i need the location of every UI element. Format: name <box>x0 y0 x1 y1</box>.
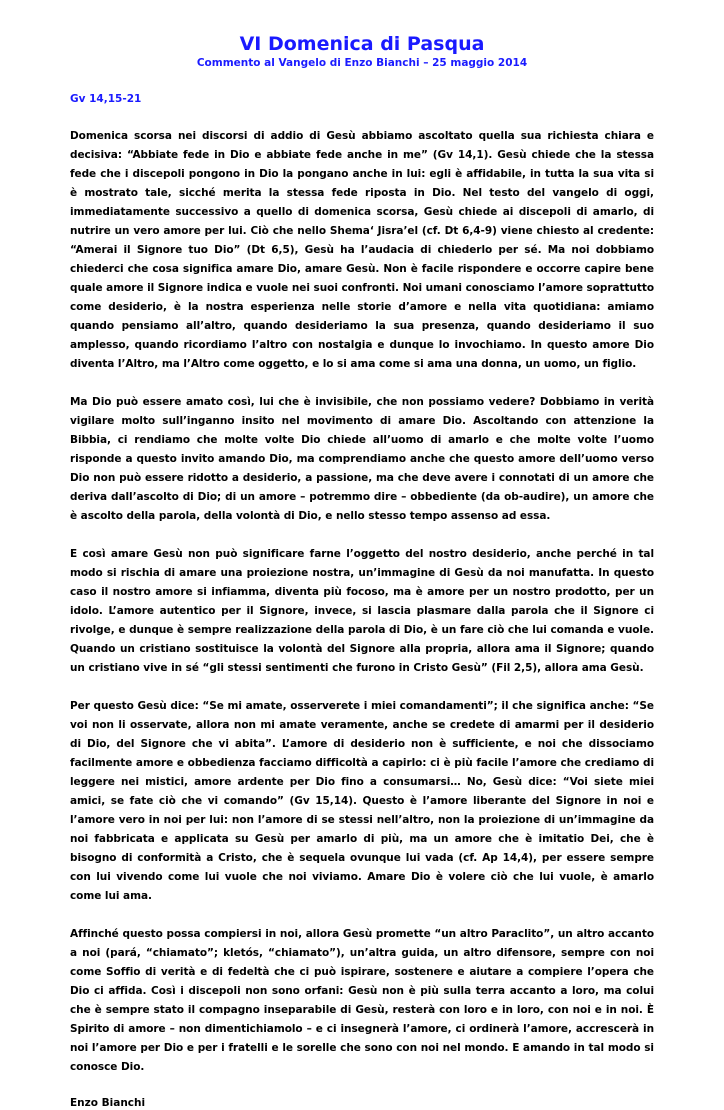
paragraph-3: E così amare Gesù non può significare farne l’oggetto del nostro desiderio, anche perché in tal modo si rischia di amare una proiezione nostra, un’immagine di Gesù da noi manufatta. In questo caso il nostro amore si infiamma, diventa più focoso, ma è amore per un nostro prodotto, per un idolo. L’amore autentico per il Signore, invece, si lascia plasmare dalla parola che il Signore ci rivolge, e dunque è sempre realizzazione della parola di Dio, è un fare ciò che lui comanda e vuole. Quando un cristiano sostituisce la volontà del Signore alla propria, allora ama il Signore; quando un cristiano vive in sé “gli stessi sentimenti che furono in Cristo Gesù” (Fil 2,5), allora ama Gesù. <box>70 548 654 674</box>
paragraph-5: Affinché questo possa compiersi in noi, allora Gesù promette “un altro Paraclito”, un altro accanto a noi (pará, “chiamato”; kletós, “chiamato”), un’altra guida, un altro difensore, sempre con noi come Soffio di verità e di fedeltà che ci può ispirare, sostenere e aiutare a compiere l’opera che Dio ci affida. Così i discepoli non sono orfani: Gesù non è più sulla terra accanto a loro, ma colui che è sempre stato il compagno inseparabile di Gesù, resterà con loro e in loro, con noi e in noi. È Spirito di amore – non dimentichiamolo – e ci insegnerà l’amore, ci ordinerà l’amore, accrescerà in noi l’amore per Dio e per i fratelli e le sorelle che sono con noi nel mondo. E amando in tal modo si conosce Dio. <box>70 928 654 1073</box>
paragraph-4: Per questo Gesù dice: “Se mi amate, osserverete i miei comandamenti”; il che significa anche: “Se voi non li osservate, allora non mi amate veramente, anche se credete di amarmi per il desiderio di Dio, del Signore che vi abita”. L’amore di desiderio non è sufficiente, e noi che dissociamo facilmente amore e obbedienza facciamo difficoltà a capirlo: ci è più facile l’amore che crediamo di leggere nei mistici, amore ardente per Dio fino a consumarsi… No, Gesù dice: “Voi siete miei amici, se fate ciò che vi comando” (Gv 15,14). Questo è l’amore liberante del Signore in noi e l’amore vero in noi per lui: non l’amore di se stessi nell’altro, non la proiezione di un’immagine da noi fabbricata e applicata su Gesù per amarlo di più, ma un amore che è imitatio Dei, che è bisogno di conformità a Cristo, che è sequela ovunque lui vada (cf. Ap 14,4), per essere sempre con lui vivendo come lui vuole che noi viviamo. Amare Dio è volere ciò che lui vuole, è amarlo come lui ama. <box>70 700 654 902</box>
paragraph-2: Ma Dio può essere amato così, lui che è invisibile, che non possiamo vedere? Dobbiamo in verità vigilare molto sull’inganno insito nel movimento di amare Dio. Ascoltando con attenzione la Bibbia, ci rendiamo che molte volte Dio chiede all’uomo di amarlo e che molte volte l’uomo risponde a questo invito amando Dio, ma comprendiamo anche che questo amore dell’uomo verso Dio non può essere ridotto a desiderio, a passione, ma che deve avere i connotati di un amore che deriva dall’ascolto di Dio; di un amore – potremmo dire – obbediente (da ob-audire), un amore che è ascolto della parola, della volontà di Dio, e nello stesso tempo assenso ad essa. <box>70 396 654 522</box>
page-title: VI Domenica di Pasqua <box>239 33 485 55</box>
author-signature: Enzo Bianchi <box>70 1097 146 1109</box>
paragraph-1: Domenica scorsa nei discorsi di addio di Gesù abbiamo ascoltato quella sua richiesta chiara e decisiva: “Abbiate fede in Dio e abbiate fede anche in me” (Gv 14,1). Gesù chiede che la stessa fede che i discepoli pongono in Dio la pongano anche in lui: egli è affidabile, in tutta la sua vita si è mostrato tale, sicché merita la stessa fede riposta in Dio. Nel testo del vangelo di oggi, immediatamente successivo a quello di domenica scorsa, Gesù chiede ai discepoli di amarlo, di nutrire un vero amore per lui. Ciò che nello Shema‘ Jisra’el (cf. Dt 6,4-9) viene chiesto al credente: “Amerai il Signore tuo Dio” (Dt 6,5), Gesù ha l’audacia di chiederlo per sé. Ma noi dobbiamo chiederci che cosa significa amare Dio, amare Gesù. Non è facile rispondere e occorre capire bene quale amore il Signore indica e vuole nei suoi confronti. Noi umani conosciamo l’amore soprattutto come desiderio, è la nostra esperienza nelle storie d’amore e nella vita quotidiana: amiamo quando pensiamo all’altro, quando desideriamo la sua presenza, quando desideriamo il suo amplesso, quando ricordiamo l’altro con nostalgia e dunque lo invochiamo. In questo amore Dio diventa l’Altro, ma l’Altro come oggetto, e lo si ama come si ama una donna, un uomo, un figlio. <box>70 130 654 370</box>
page-subtitle: Commento al Vangelo di Enzo Bianchi – 25 maggio 2014 <box>196 57 528 69</box>
gospel-reference: Gv 14,15-21 <box>70 93 142 105</box>
